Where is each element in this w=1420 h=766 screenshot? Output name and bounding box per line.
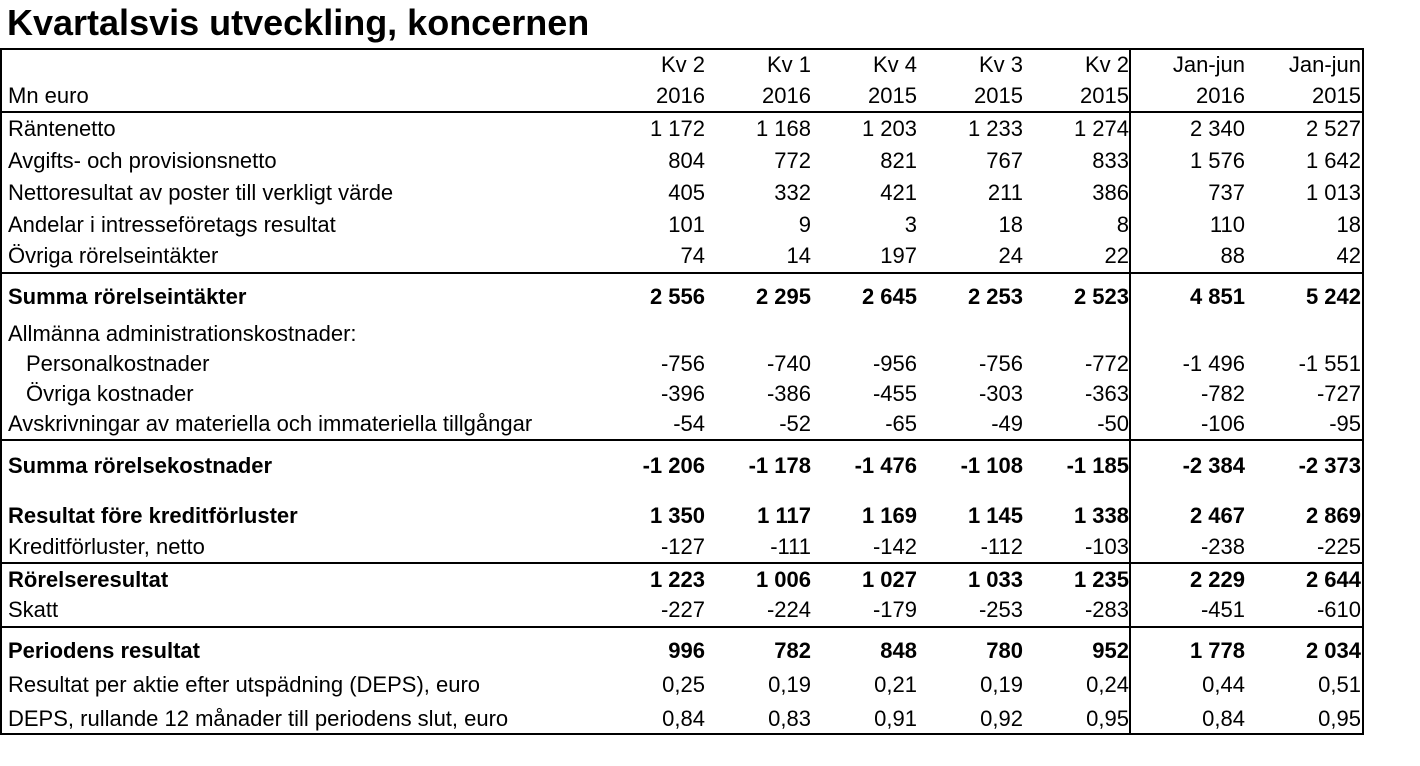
table-row [2,177,1362,209]
table-cell: 14 [786,243,811,268]
table-cell: -238 [1200,534,1245,559]
table-cell: -49 [991,411,1023,436]
table-cell: 22 [1104,243,1129,268]
table-cell: -1 476 [854,453,917,478]
unit-label: Mn euro [8,83,89,108]
table-cell: 2 644 [1305,567,1361,592]
table-row [2,668,1362,702]
table-cell: 2 034 [1305,638,1361,663]
table-cell: 1 027 [861,567,917,592]
table-cell: 780 [986,638,1023,663]
table-cell: 767 [986,148,1023,173]
row-label: Nettoresultat av poster till verkligt värde [8,180,394,205]
table-cell: -756 [660,351,705,376]
table-cell: 2 645 [861,284,917,309]
row-label: Resultat per aktie efter utspädning (DEPS), euro [8,672,481,697]
table-row [2,113,1362,145]
table-cell: -111 [770,534,811,559]
table-cell: 1 642 [1305,148,1361,173]
table-row [2,240,1362,272]
table-cell: 3 [904,212,917,237]
table-cell: 1 338 [1073,503,1129,528]
table-cell: -386 [766,381,811,406]
table-cell: 88 [1220,243,1245,268]
table-cell: -142 [872,534,917,559]
column-header: Kv 4 [872,52,917,77]
table-cell: 0,83 [768,705,811,731]
row-label: Resultat före kreditförluster [8,503,298,528]
table-cell: 1 169 [861,503,917,528]
table-cell: -2 384 [1182,453,1245,478]
column-header: Kv 2 [660,52,705,77]
table-cell: 1 350 [649,503,705,528]
table-cell: 737 [1208,180,1245,205]
table-cell: 0,95 [1086,705,1129,731]
table-cell: 110 [1209,212,1245,237]
column-header-year: 2016 [656,83,705,108]
table-cell: -283 [1084,597,1129,622]
table-cell: 1 235 [1073,567,1129,592]
table-cell: 952 [1092,638,1129,663]
table-cell: 0,84 [1202,705,1245,731]
table-cell: 1 233 [967,116,1023,141]
table-cell: 804 [668,148,705,173]
table-cell: -103 [1084,534,1129,559]
table-row [2,408,1362,440]
table-cell: 42 [1336,243,1361,268]
table-cell: -396 [660,381,705,406]
row-label: Övriga kostnader [26,381,194,406]
table-cell: 996 [668,638,705,663]
table-row [2,594,1362,626]
table-cell: 101 [668,212,705,237]
section-divider [2,272,1362,274]
table-cell: 0,95 [1318,705,1361,731]
table-cell: -1 108 [960,453,1023,478]
table-cell: 1 006 [755,567,811,592]
table-cell: 2 869 [1305,503,1361,528]
column-header: Jan-jun [1172,52,1245,77]
table-cell: 18 [998,212,1023,237]
table-cell: -54 [673,411,705,436]
row-label: Övriga rörelseintäkter [8,243,219,268]
table-cell: 405 [668,180,705,205]
table-row-total [2,564,1362,596]
table-cell: 833 [1092,148,1129,173]
row-label: Rörelseresultat [8,567,169,592]
table-cell: 74 [680,243,705,268]
table-cell: 1 203 [861,116,917,141]
table-cell: 0,21 [874,672,917,697]
table-cell: -1 551 [1298,351,1361,376]
table-cell: -179 [872,597,917,622]
table-cell: -224 [766,597,811,622]
row-label: Allmänna administrationskostnader: [8,321,357,346]
table-cell: 18 [1336,212,1361,237]
row-label: Periodens resultat [8,638,200,663]
row-label: Summa rörelseintäkter [8,284,247,309]
table-cell: -740 [766,351,811,376]
section-divider [2,626,1362,628]
column-header-year: 2015 [1080,83,1129,108]
page-title: Kvartalsvis utveckling, koncernen [7,2,590,43]
row-label: Summa rörelsekostnader [8,453,273,478]
table-row-total [2,449,1362,483]
table-cell: -52 [779,411,811,436]
row-label: Skatt [8,597,59,622]
table-cell: 386 [1092,180,1129,205]
row-label: Avskrivningar av materiella och immateriella tillgångar [8,411,533,436]
table-cell: 211 [987,180,1023,205]
header-row-period [2,50,1362,80]
table-cell: 1 172 [649,116,705,141]
column-header-year: 2016 [1196,83,1245,108]
table-cell: 4 851 [1189,284,1245,309]
table-cell: -782 [1200,381,1245,406]
table-cell: 2 556 [649,284,705,309]
column-header-year: 2016 [762,83,811,108]
table-cell: -253 [978,597,1023,622]
table-cell: 0,19 [980,672,1023,697]
column-header: Jan-jun [1288,52,1361,77]
table-cell: -227 [660,597,705,622]
table-cell: 1 145 [967,503,1023,528]
table-cell: 1 576 [1189,148,1245,173]
table-cell: -127 [660,534,705,559]
table-row [2,702,1362,735]
table-row-total [2,499,1362,533]
table-cell: -65 [885,411,917,436]
table-cell: 2 527 [1305,116,1361,141]
table-cell: -112 [980,534,1023,559]
table-cell: 821 [880,148,917,173]
table-cell: -1 178 [748,453,811,478]
row-label: Kreditförluster, netto [8,534,205,559]
table-row [2,531,1362,563]
column-header: Kv 2 [1084,52,1129,77]
table-cell: 2 253 [967,284,1023,309]
table-cell: 1 168 [755,116,811,141]
table-cell: 2 295 [755,284,811,309]
table-cell: 0,44 [1202,672,1245,697]
row-label: Personalkostnader [26,351,210,376]
table-row [2,145,1362,177]
table-cell: 421 [880,180,917,205]
table-row-total [2,280,1362,314]
header-row-year [2,81,1362,111]
table-cell: 0,91 [874,705,917,731]
table-cell: -610 [1316,597,1361,622]
quarterly-table [0,48,1364,735]
table-cell: 0,19 [768,672,811,697]
table-cell: -225 [1316,534,1361,559]
row-label: Avgifts- och provisionsnetto [8,148,277,173]
table-row [2,378,1362,410]
table-row [2,348,1362,380]
column-header-year: 2015 [1312,83,1361,108]
column-header: Kv 3 [978,52,1023,77]
table-cell: -106 [1200,411,1245,436]
table-cell: -455 [872,381,917,406]
table-cell: 2 467 [1189,503,1245,528]
table-row-total [2,634,1362,668]
table-cell: 0,51 [1318,672,1361,697]
table-cell: -303 [978,381,1023,406]
column-header-year: 2015 [974,83,1023,108]
table-cell: 1 778 [1189,638,1245,663]
table-cell: -451 [1200,597,1245,622]
column-header: Kv 1 [766,52,811,77]
table-cell: -956 [872,351,917,376]
row-label: Andelar i intresseföretags resultat [8,212,336,237]
table-cell: -772 [1084,351,1129,376]
row-label: DEPS, rullande 12 månader till periodens slut, euro [8,705,509,731]
table-cell: 1 274 [1073,116,1129,141]
column-header-year: 2015 [868,83,917,108]
table-cell: -1 496 [1182,351,1245,376]
table-cell: -756 [978,351,1023,376]
table-row [2,209,1362,241]
table-cell: 2 340 [1189,116,1245,141]
table-cell: 8 [1116,212,1129,237]
table-cell: 24 [998,243,1023,268]
table-cell: 772 [774,148,811,173]
table-cell: 1 223 [649,567,705,592]
table-cell: -727 [1316,381,1361,406]
table-cell: 2 523 [1073,284,1129,309]
table-cell: 0,84 [662,705,705,731]
table-cell: -95 [1329,411,1361,436]
table-cell: 848 [880,638,917,663]
table-cell: 5 242 [1305,284,1361,309]
table-cell: 197 [880,243,917,268]
table-cell: 0,25 [662,672,705,697]
table-cell: -1 206 [642,453,705,478]
table-cell: 1 033 [967,567,1023,592]
table-cell: 332 [774,180,811,205]
table-cell: 9 [798,212,811,237]
table-cell: 0,92 [980,705,1023,731]
table-cell: 2 229 [1189,567,1245,592]
table-cell: -363 [1084,381,1129,406]
table-cell: -2 373 [1298,453,1361,478]
row-label: Räntenetto [8,116,116,141]
table-cell: -1 185 [1066,453,1129,478]
table-cell: 0,24 [1086,672,1129,697]
table-cell: 1 013 [1305,180,1361,205]
table-cell: 782 [774,638,811,663]
table-cell: 1 117 [757,503,811,528]
table-cell: -50 [1097,411,1129,436]
table-row-subheading [2,318,1362,350]
